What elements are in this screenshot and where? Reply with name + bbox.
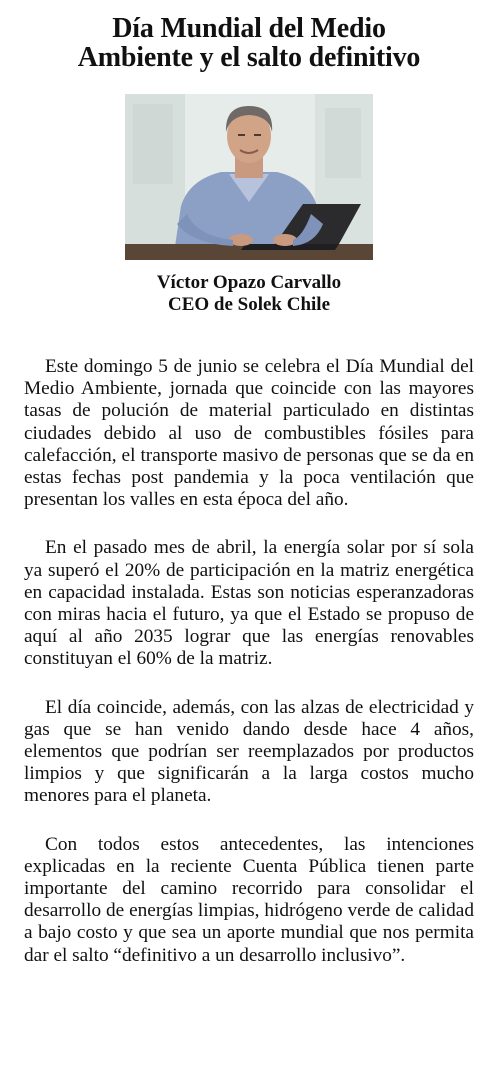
headline-line-2: Ambiente y el salto definitivo bbox=[77, 42, 421, 73]
headline bbox=[24, 14, 474, 72]
author-name: Víctor Opazo Carvallo bbox=[156, 272, 342, 293]
headline-line-1: Día Mundial del Medio bbox=[112, 13, 386, 44]
author-photo bbox=[125, 94, 373, 260]
author-portrait-illustration bbox=[125, 94, 373, 260]
article-paragraph-3: El día coincide, además, con las alzas de electricidad y gas que se han venido dando desde hace 4 años, elementos que podrían ser reemplazados por productos limpios y que significarán a la larga costos mucho menores para el planeta. bbox=[24, 696, 474, 807]
author-title: CEO de Solek Chile bbox=[167, 294, 331, 315]
author-byline bbox=[24, 272, 474, 316]
article-paragraph-1: Este domingo 5 de junio se celebra el Día Mundial del Medio Ambiente, jornada que coincide con las mayores tasas de polución de material particulado en distintas ciudades debido al uso de combustibles fósiles para calefacción, el transporte masivo de personas que se da en estas fechas post pandemia y la poca ventilación que presentan los valles en esta época del año. bbox=[24, 356, 474, 511]
article-body bbox=[24, 356, 474, 967]
article-paragraph-4: Con todos estos antecedentes, las intenciones explicadas en la reciente Cuenta Pública tienen parte importante del camino recorrido para consolidar el desarrollo de energías limpias, hidrógeno verde de calidad a bajo costo y que sea un aporte mundial que nos permita dar el salto “definitivo a un desarrollo inclusivo”. bbox=[24, 833, 474, 966]
article-paragraph-2: En el pasado mes de abril, la energía solar por sí sola ya superó el 20% de participación en la matriz energética en capacidad instalada. Estas son noticias esperanzadoras con miras hacia el futuro, ya que el Estado se propuso de aquí al año 2035 lograr que las energías renovables constituyan el 60% de la matriz. bbox=[24, 537, 474, 670]
